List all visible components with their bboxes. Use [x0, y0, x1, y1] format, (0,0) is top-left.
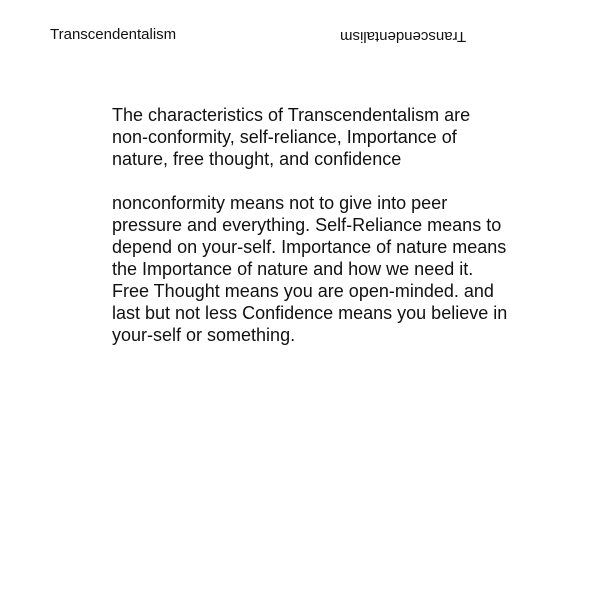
- page-header-title-inverted: Transcendentalism: [340, 28, 467, 45]
- document-body: [112, 104, 532, 346]
- text-line: nature, free thought, and confidence: [112, 149, 402, 169]
- text-line: The characteristics of Transcendentalism are: [112, 105, 471, 125]
- text-line: Free Thought means you are open-minded. and: [112, 281, 494, 301]
- text-line: last but not less Confidence means you believe in: [112, 303, 508, 323]
- page-header-title: Transcendentalism: [50, 26, 177, 43]
- paragraph-characteristics: [112, 104, 532, 170]
- text-line: non-conformity, self-reliance, Importance of: [112, 127, 457, 147]
- paragraph-definitions: [112, 192, 532, 346]
- text-line: nonconformity means not to give into peer: [112, 193, 448, 213]
- text-line: pressure and everything. Self-Reliance means to: [112, 215, 502, 235]
- text-line: your-self or something.: [112, 325, 296, 345]
- text-line: the Importance of nature and how we need it.: [112, 259, 474, 279]
- text-line: depend on your-self. Importance of nature means: [112, 237, 507, 257]
